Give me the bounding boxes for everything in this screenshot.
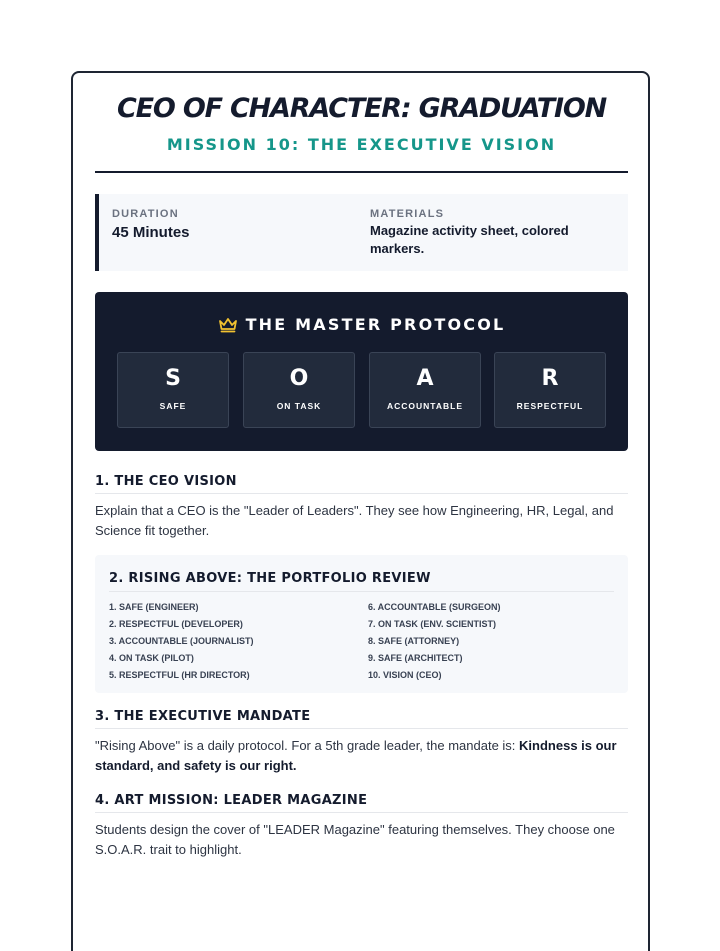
soar-tile-o	[243, 352, 355, 428]
soar-word: RESPECTFUL	[516, 401, 584, 411]
soar-letter: S	[165, 366, 181, 391]
section-heading-vision: 1. THE CEO VISION	[95, 474, 237, 489]
section-divider	[109, 591, 614, 592]
list-item: 5. RESPECTFUL (HR DIRECTOR)	[109, 670, 250, 680]
info-panel	[95, 194, 628, 271]
soar-word: ON TASK	[276, 401, 322, 411]
section-divider	[95, 812, 628, 813]
materials-label: MATERIALS	[370, 208, 445, 220]
list-item: 2. RESPECTFUL (DEVELOPER)	[109, 619, 243, 629]
portfolio-panel	[95, 555, 628, 693]
list-item: 10. VISION (CEO)	[368, 670, 442, 680]
soar-letter: A	[416, 366, 434, 391]
title-divider	[95, 171, 628, 173]
list-item: 9. SAFE (ARCHITECT)	[368, 653, 463, 663]
duration-value: 45 Minutes	[112, 224, 190, 241]
crown-icon	[218, 317, 238, 333]
lesson-card	[71, 71, 650, 951]
portfolio-list-right	[368, 599, 618, 684]
soar-tile-r	[494, 352, 606, 428]
soar-letter: R	[541, 366, 559, 391]
soar-letter: O	[289, 366, 309, 391]
section-divider	[95, 728, 628, 729]
section-heading-art: 4. ART MISSION: LEADER MAGAZINE	[95, 793, 368, 808]
art-text: Students design the cover of "LEADER Magazine" featuring themselves. They choose one S.O.A.R. trait to highlight.	[95, 822, 615, 857]
duration-block	[112, 208, 352, 241]
list-item: 8. SAFE (ATTORNEY)	[368, 636, 460, 646]
soar-word: ACCOUNTABLE	[386, 401, 463, 411]
soar-tile-a	[369, 352, 481, 428]
portfolio-list-left	[109, 599, 359, 684]
section-divider	[95, 493, 628, 494]
mandate-text-bold: Kindness is our standard, and safety is our right.	[95, 738, 617, 773]
duration-label: DURATION	[112, 208, 179, 220]
vision-text: Explain that a CEO is the "Leader of Leaders". They see how Engineering, HR, Legal, and Science fit together.	[95, 503, 614, 538]
soar-word: SAFE	[159, 401, 187, 411]
soar-tile-s	[117, 352, 229, 428]
section-heading-portfolio: 2. RISING ABOVE: THE PORTFOLIO REVIEW	[109, 571, 431, 586]
list-item: 3. ACCOUNTABLE (JOURNALIST)	[109, 636, 254, 646]
master-protocol-panel	[95, 292, 628, 451]
list-item: 4. ON TASK (PILOT)	[109, 653, 194, 663]
mandate-text-plain: "Rising Above" is a daily protocol. For a 5th grade leader, the mandate is:	[95, 738, 520, 753]
materials-block	[370, 208, 610, 258]
soar-tiles	[117, 352, 606, 428]
section-heading-mandate: 3. THE EXECUTIVE MANDATE	[95, 709, 311, 724]
protocol-heading-row	[95, 315, 628, 334]
mandate-text	[95, 736, 628, 776]
list-item: 1. SAFE (ENGINEER)	[109, 602, 199, 612]
list-item: 6. ACCOUNTABLE (SURGEON)	[368, 602, 501, 612]
mission-subtitle: MISSION 10: THE EXECUTIVE VISION	[166, 135, 557, 154]
protocol-heading: THE MASTER PROTOCOL	[245, 315, 506, 334]
list-item: 7. ON TASK (ENV. SCIENTIST)	[368, 619, 497, 629]
page-title: CEO OF CHARACTER: GRADUATION	[117, 93, 606, 124]
materials-value: Magazine activity sheet, colored markers.	[370, 223, 569, 256]
